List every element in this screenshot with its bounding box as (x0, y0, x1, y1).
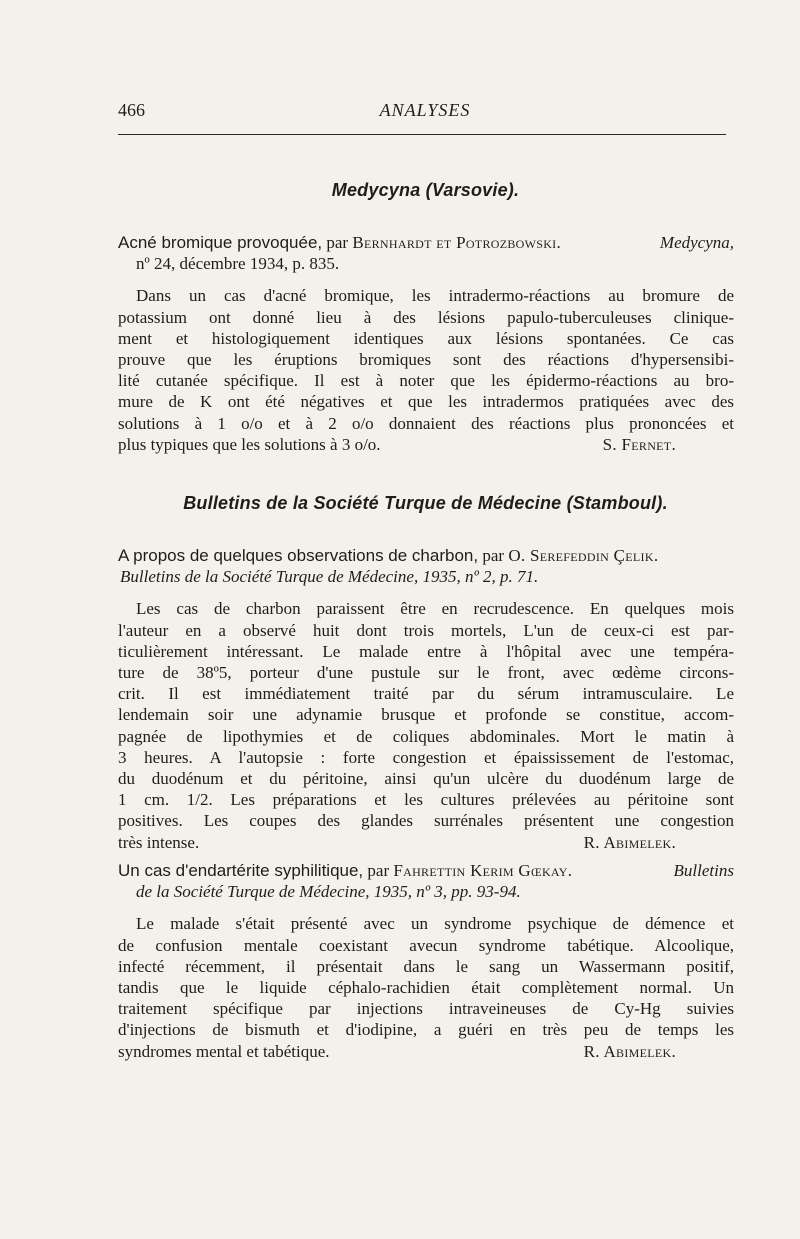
body-line: d'injections de bismuth et d'iodipine, a guéri en très peu de temps les (118, 1020, 734, 1040)
body-line: syndromes mental et tabétique. (118, 1041, 330, 1061)
body-line: de confusion mentale coexistant avecun syndrome tabétique. Alcoolique, (118, 935, 734, 955)
last-line-row (118, 434, 734, 455)
body-line: traitement spécifique par injections intraveineuses de Cy-Hg suivies (118, 999, 734, 1019)
article-citation: Bulletins (673, 861, 734, 880)
article-heading (118, 860, 734, 902)
body-line: 3 heures. A l'autopsie : forte congestion et épaississement de l'estomac, (118, 747, 734, 767)
article-title: Un cas d'endartérite syphilitique, (118, 861, 364, 880)
body-line: prouve que les éruptions bromiques sont des réactions d'hypersensibi- (118, 350, 734, 370)
article-title: A propos de quelques observations de charbon, (118, 546, 479, 565)
article-by: par (326, 233, 349, 252)
article-title: Acné bromique provoquée, (118, 233, 323, 252)
body-line: mure de K ont été négatives et que les intradermos pratiquées avec des (118, 392, 734, 412)
body-line: solutions à 1 o/o et à 2 o/o donnaient des réactions plus prononcées et (118, 413, 734, 433)
article-heading (118, 232, 734, 274)
body-line: ticulièrement intéressant. Le malade entre à l'hôpital avec une tempéra- (118, 641, 734, 661)
article-entry (118, 232, 734, 455)
body-line: potassium ont donné lieu à des lésions papulo-tuberculeuses clinique- (118, 307, 734, 327)
article-entry (118, 545, 734, 853)
signature: R. Abimelek. (583, 1041, 676, 1061)
article-entry (118, 860, 734, 1062)
body-line: crit. Il est immédiatement traité par du sérum intramusculaire. Le (118, 684, 734, 704)
journal-heading: Bulletins de la Société Turque de Médecine (Stamboul). (183, 493, 668, 513)
body-line: Les cas de charbon paraissent être en recrudescence. En quelques mois (136, 599, 734, 619)
article-citation-details: Bulletins de la Société Turque de Médecine, 1935, nº 2, p. 71. (120, 567, 539, 587)
body-line: 1 cm. 1/2. Les préparations et les cultures prélevées au péritoine sont (118, 790, 734, 810)
page-number: 466 (118, 100, 145, 120)
article-authors: Fahrettin Kerim Gœkay. (393, 861, 573, 880)
body-line: ment et histologiquement identiques aux lésions spontanées. Ce cas (118, 328, 734, 348)
article-body (118, 913, 734, 1061)
article-by: par (367, 861, 390, 880)
article-heading (118, 545, 734, 587)
body-line: lendemain soir une adynamie brusque et profonde se constitue, accom- (118, 705, 734, 725)
body-line: lité cutanée spécifique. Il est à noter que les épidermo-réactions au bro- (118, 371, 734, 391)
body-line: Le malade s'était présenté avec un syndrome psychique de démence et (136, 914, 734, 934)
article-citation: Medycyna, (659, 233, 734, 252)
body-line: du duodénum et du péritoine, ainsi qu'un ulcère du duodénum large de (118, 769, 734, 789)
article-citation-details: de la Société Turque de Médecine, 1935, nº 3, pp. 93-94. (136, 882, 521, 902)
article-citation-details: nº 24, décembre 1934, p. 835. (136, 254, 340, 274)
body-line: infecté récemment, il présentait dans le sang un Wassermann positif, (118, 956, 734, 976)
last-line-row (118, 1041, 734, 1062)
body-line: plus typiques que les solutions à 3 o/o. (118, 434, 381, 454)
body-line: pagnée de lipothymies et de coliques abdominales. Mort le matin à (118, 726, 734, 746)
body-line: très intense. (118, 832, 200, 852)
running-header (118, 100, 732, 126)
running-title: ANALYSES (379, 100, 471, 120)
signature: R. Abimelek. (583, 832, 676, 852)
body-line: l'auteur en a observé huit dont trois mortels, L'un de ceux-ci est par- (118, 620, 734, 640)
header-rule (118, 134, 726, 135)
last-line-row (118, 832, 734, 853)
article-by: par (482, 546, 505, 565)
journal-heading: Medycyna (Varsovie). (331, 180, 520, 200)
body-line: ture de 38º5, porteur d'une pustule sur le front, avec œdème circons- (118, 663, 734, 683)
body-line: Dans un cas d'acné bromique, les intradermo-réactions au bromure de (136, 286, 734, 306)
article-body (118, 598, 734, 852)
article-authors: Bernhardt et Potrozbowski. (352, 233, 562, 252)
article-body (118, 285, 734, 455)
signature: S. Fernet. (602, 434, 676, 454)
body-line: positives. Les coupes des glandes surrénales présentent une congestion (118, 811, 734, 831)
article-authors: O. Serefeddin Çelik. (508, 546, 659, 565)
body-line: tandis que le liquide céphalo-rachidien était complètement normal. Un (118, 978, 734, 998)
